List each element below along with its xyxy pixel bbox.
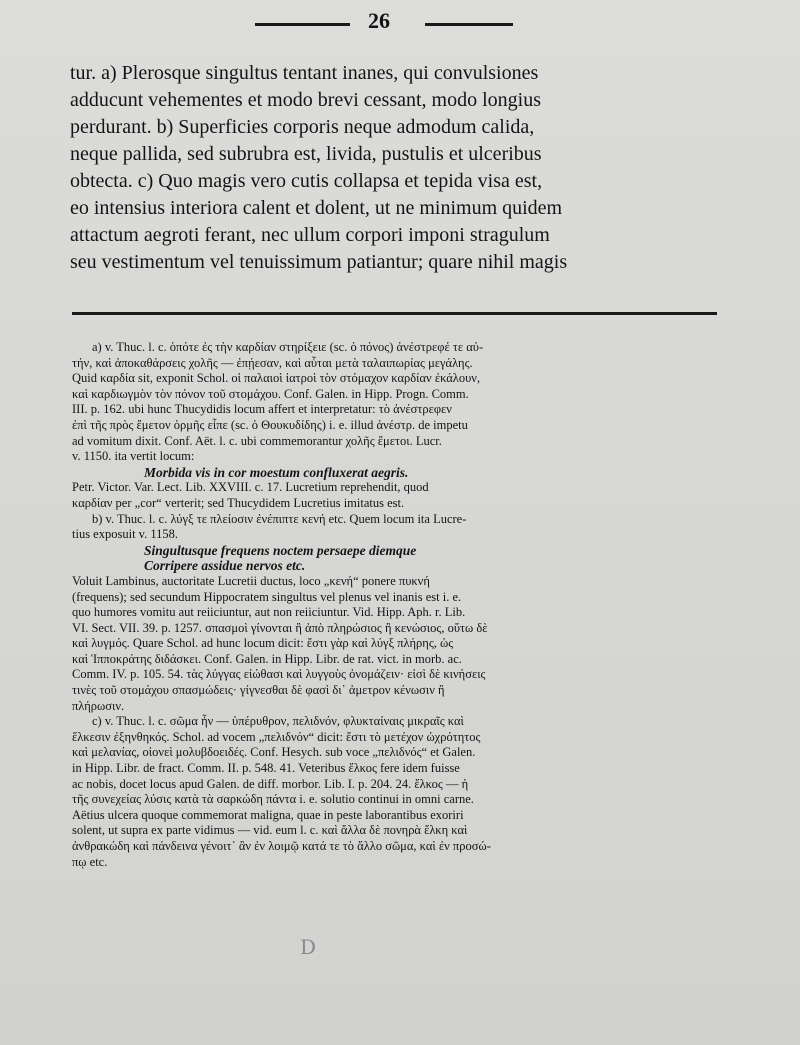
footnote-line: a) v. Thuc. l. c. ὁπότε ἐς τὴν καρδίαν στηρίξειε (sc. ὁ πόνος) ἀνέστρεφέ τε αὐ- xyxy=(92,340,484,354)
footnote-line: ad vomitum dixit. Conf. Aët. l. c. ubi commemorantur χολῆς ἔμετοι. Lucr. xyxy=(72,433,442,448)
footnote-line: ac nobis, docet locus apud Galen. de diff. morbor. Lib. I. p. 204. 24. ἕλκος — ἡ xyxy=(72,776,469,791)
footnote-line: v. 1150. ita vertit locum: xyxy=(72,449,195,464)
footnote-line: Comm. IV. p. 105. 54. τὰς λύγγας εἰώθασι καὶ λυγγοὺς ὀνομάζειν· εἰσὶ δὲ κινήσεις xyxy=(72,667,486,682)
footnote-line: ἀνθρακώδη καὶ πάνδεινα γένοιτ᾽ ἂν ἐν λοιμῷ κατά τε τὸ ἄλλο σῶμα, καὶ ἐν προσώ- xyxy=(72,839,491,853)
footnote-line: καὶ λυγμός. Quare Schol. ad hunc locum dicit: ἔστι γὰρ καὶ λύγξ πλήρης, ὡς xyxy=(72,636,454,651)
footnote-line: καρδίαν per „cor“ verterit; sed Thucydidem Lucretius imitatus est. xyxy=(72,495,405,510)
footnote-line: πλήρωσιν. xyxy=(72,698,125,713)
footnote-line: καὶ μελανίας, οἱονεὶ μολυβδοειδές. Conf. Hesych. sub voce „πελιδνός“ et Galen. xyxy=(72,745,476,760)
footnote-line: quo humores vomitu aut reiiciuntur, aut non reiiciuntur. Vid. Hipp. Aph. r. Lib. xyxy=(72,605,466,620)
page-header xyxy=(0,8,800,38)
footnote-line: τινὲς τοῦ στομάχου σπασμώδεις· γίγνεσθαι δὲ φασὶ δι᾽ ἀμετρον κένωσιν ἢ xyxy=(72,683,445,698)
footnote-line: τῆς συνεχείας λύσις κατὰ τὰ σαρκώδη πάντα i. e. solutio continui in omni carne. xyxy=(72,792,474,807)
footnote-line: c) v. Thuc. l. c. σῶμα ἦν — ὑπέρυθρον, πελιδνόν, φλυκταίναις μικραῖς καὶ xyxy=(92,714,464,729)
footnotes xyxy=(72,340,722,870)
footnote-line: καὶ Ἱπποκράτης διδάσκει. Conf. Galen. in Hipp. Libr. de rat. vict. in morb. ac. xyxy=(72,651,462,666)
main-line: neque pallida, sed subrubra est, livida, pustulis et ulceribus xyxy=(70,143,542,165)
main-line: adducunt vehementes et modo brevi cessant, modo longius xyxy=(70,89,542,111)
footnote-line: Voluit Lambinus, auctoritate Lucretii ductus, loco „κενή“ ponere πυκνή xyxy=(72,573,430,588)
signature-mark: D xyxy=(300,935,317,959)
footnote-line: Quid καρδία sit, exponit Schol. οἱ παλαιοὶ ἰατροὶ τὸν στόμαχον καρδίαν ἐκάλουν, xyxy=(72,371,481,386)
footnote-line: VI. Sect. VII. 39. p. 1257. σπασμοὶ γίνονται ἢ ἀπὸ πληρώσιος ἢ κενώσιος, οὕτω δὲ xyxy=(72,620,488,635)
main-line: eo intensius interiora calent et dolent, ut ne minimum quidem xyxy=(70,197,563,219)
verse-line: Corripere assidue nervos etc. xyxy=(144,558,306,574)
verse-line: Morbida vis in cor moestum confluxerat aegris. xyxy=(144,464,409,480)
footnote-line: Aëtius ulcera quoque commemorat maligna, quae in peste laborantibus exoriri xyxy=(72,807,464,822)
footnote-line: ἕλκεσιν ἐξηνθηκός. Schol. ad vocem „πελιδνόν“ dicit: ἔστι τὸ μετέχον ὠχρότητος xyxy=(72,729,481,744)
footnote-line: III. p. 162. ubi hunc Thucydidis locum affert et interpretatur: τὸ ἀνέστρεφεν xyxy=(72,402,452,417)
footnote-line: b) v. Thuc. l. c. λύγξ τε πλείοσιν ἐνέπιπτε κενή etc. Quem locum ita Lucre- xyxy=(92,511,467,526)
main-text xyxy=(70,60,720,276)
footnote-line: tius exposuit v. 1158. xyxy=(72,527,179,542)
footnote-line: ἐπὶ τῆς πρὸς ἔμετον ὁρμῆς εἶπε (sc. ὁ Θουκυδίδης) i. e. illud ἀνέστρ. de impetu xyxy=(72,417,468,432)
header-rule-right xyxy=(425,23,513,26)
main-line: tur. a) Plerosque singultus tentant inanes, qui convulsiones xyxy=(70,62,539,84)
main-line: perdurant. b) Superficies corporis neque admodum calida, xyxy=(70,116,535,138)
main-line: attactum aegroti ferant, nec ullum corpori imponi stragulum xyxy=(70,224,550,246)
footnote-line: solent, ut supra ex parte vidimus — vid. eum l. c. καὶ ἄλλα δὲ πονηρὰ ἕλκη καὶ xyxy=(72,823,468,838)
footnote-line: πῳ etc. xyxy=(72,854,108,869)
footnote-line: in Hipp. Libr. de fract. Comm. II. p. 548. 41. Veteribus ἕλκος fere idem fuisse xyxy=(72,761,460,776)
verse-line: Singultusque frequens noctem persaepe diemque xyxy=(144,542,417,558)
footnote-line: (frequens); sed secundum Hippocratem singultus vel plenus vel inanis est i. e. xyxy=(72,589,462,604)
main-line: seu vestimentum vel tenuissimum patiantur; quare nihil magis xyxy=(70,251,568,273)
footnote-separator xyxy=(72,312,717,315)
footnote-line: τήν, καὶ ἀποκαθάρσεις χολῆς — ἐπῄεσαν, καὶ αὗται μετὰ ταλαιπωρίας μεγάλης. xyxy=(72,355,473,370)
footnote-line: καὶ καρδιωγμὸν τὸν πόνον τοῦ στομάχου. Conf. Galen. in Hipp. Progn. Comm. xyxy=(72,386,469,401)
page-number: 26 xyxy=(368,8,390,33)
header-rule-left xyxy=(255,23,350,26)
main-line: obtecta. c) Quo magis vero cutis collapsa et tepida visa est, xyxy=(70,170,543,192)
footnote-line: Petr. Victor. Var. Lect. Lib. XXVIII. c. 17. Lucretium reprehendit, quod xyxy=(72,480,429,495)
